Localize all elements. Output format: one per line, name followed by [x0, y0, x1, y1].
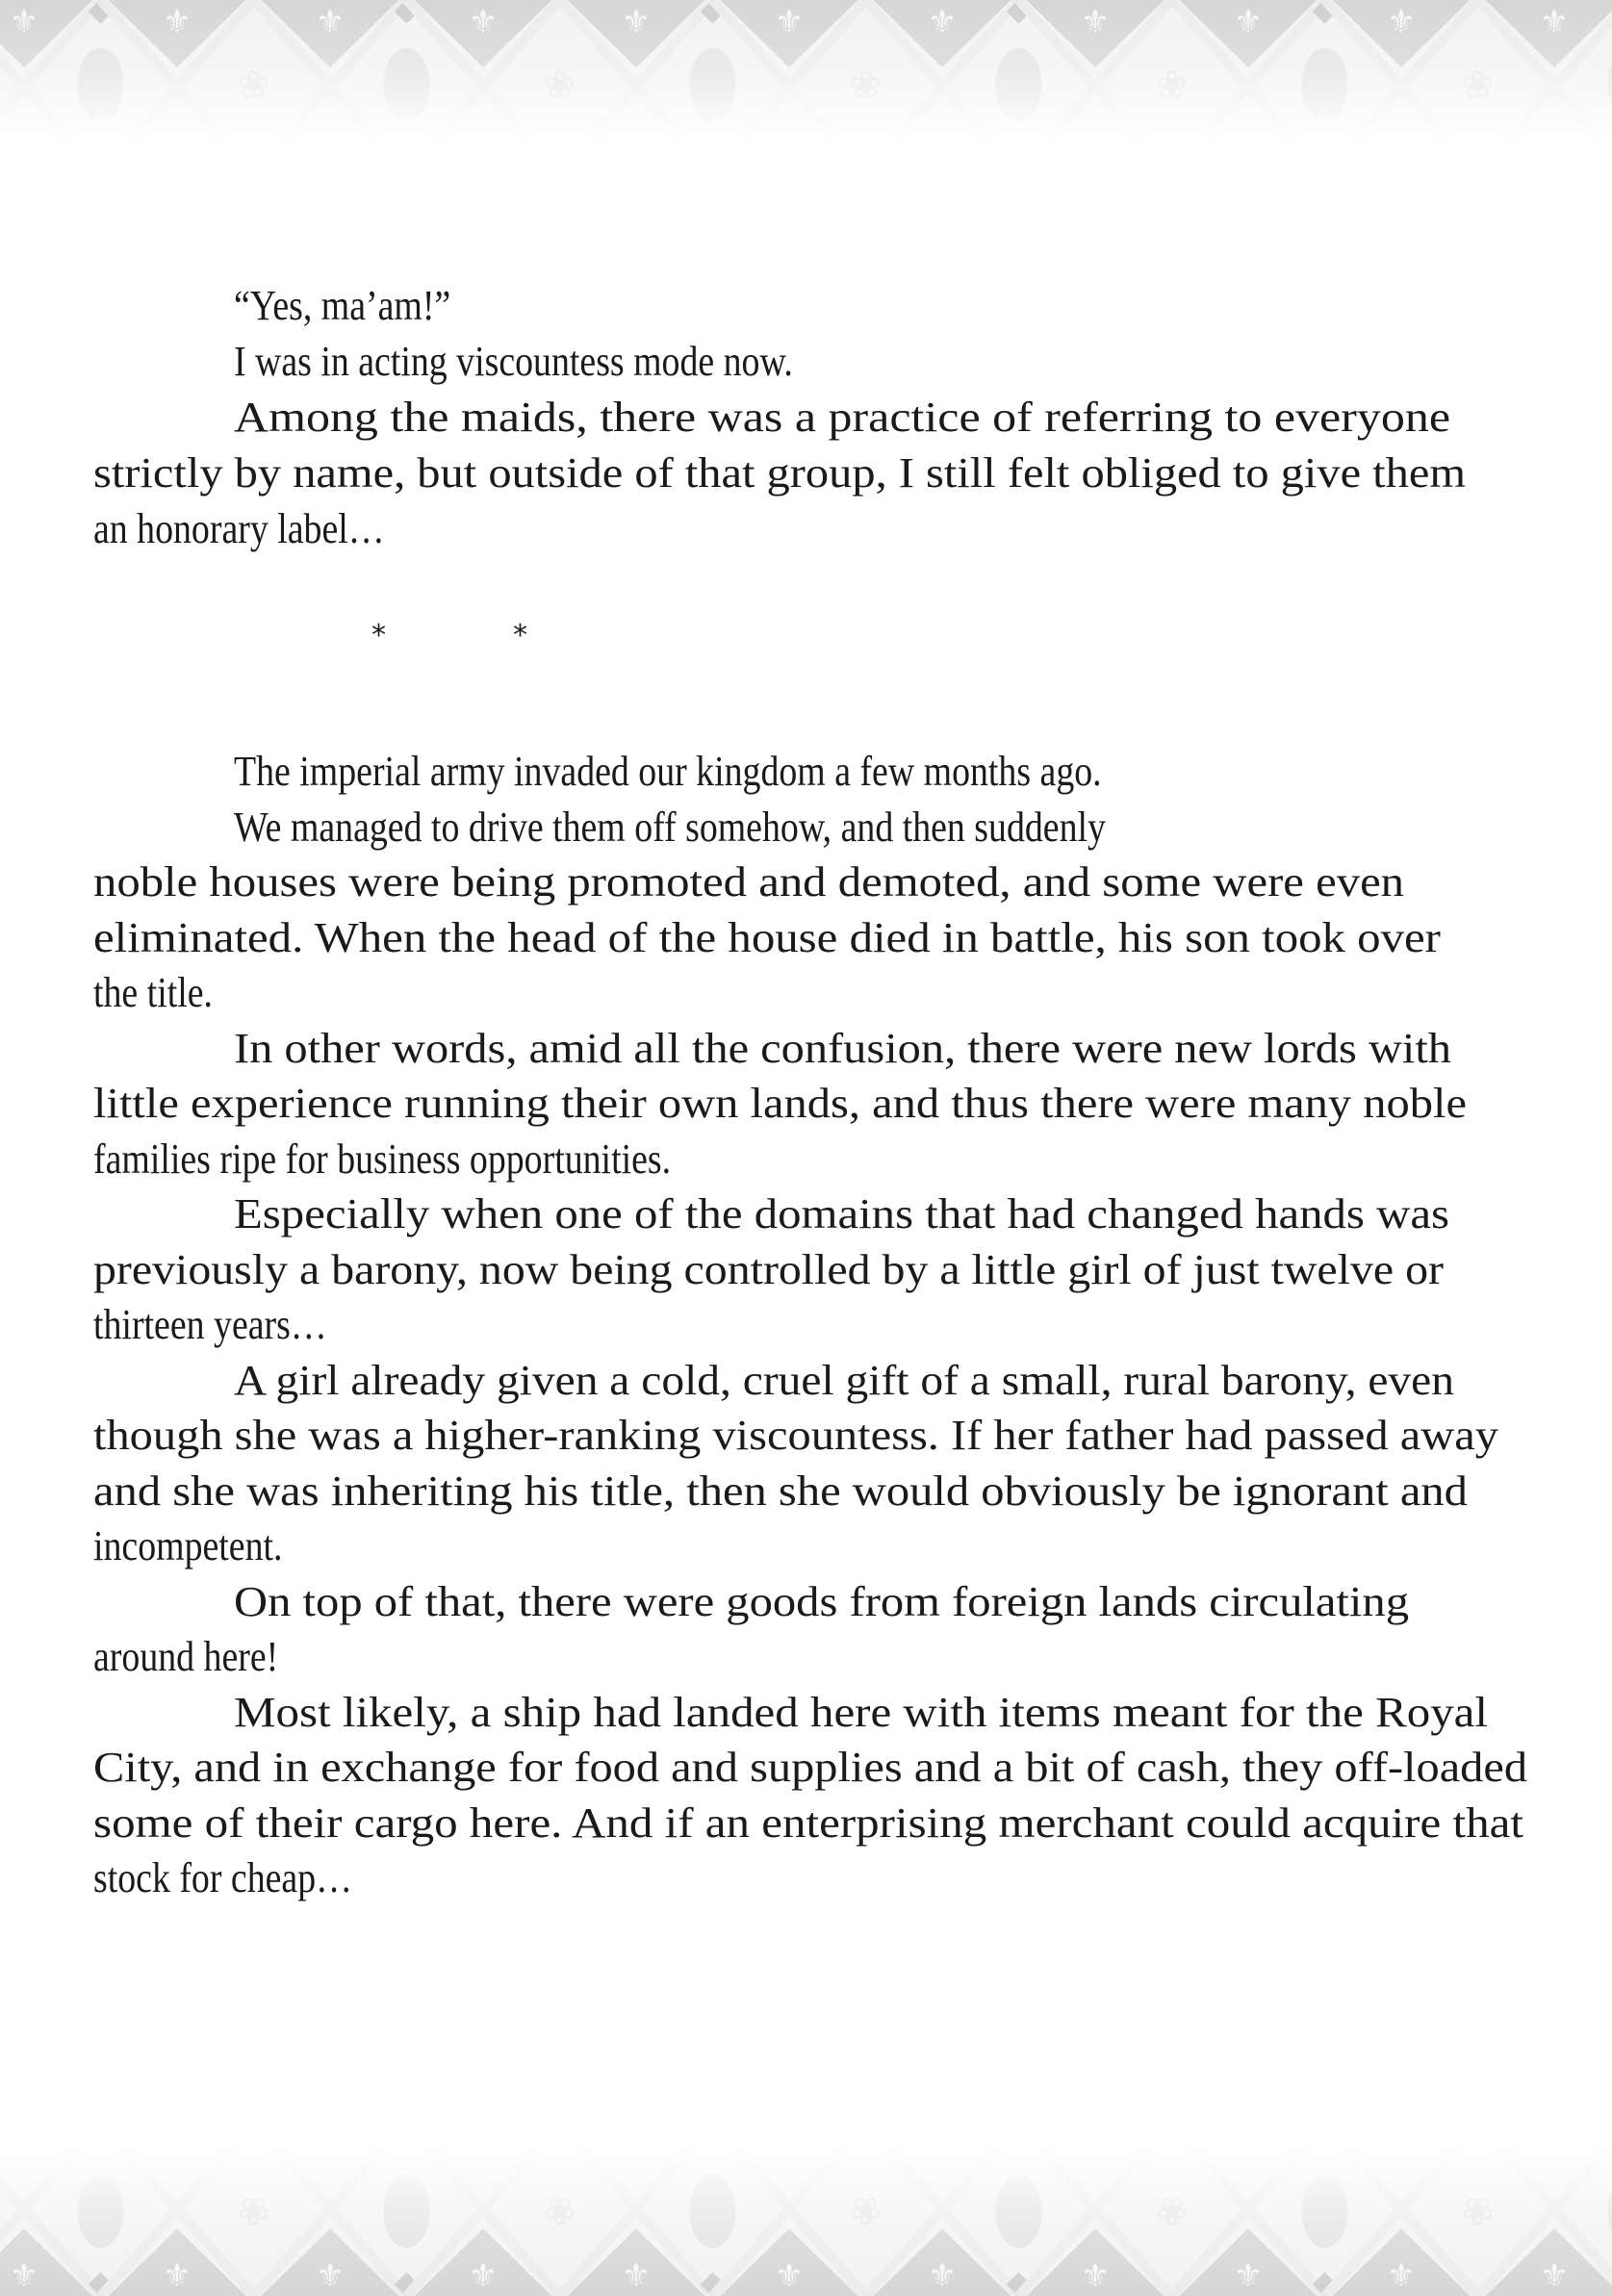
text-line: noble houses were being promoted and demoted, and some were even: [93, 858, 1405, 906]
text-line: thirteen years…: [93, 1301, 327, 1348]
scene-break-asterisk: *: [371, 619, 386, 652]
text-line: little experience running their own lands, and thus there were many noble: [93, 1080, 1468, 1127]
text-line: I was in acting viscountess mode now.: [234, 338, 793, 385]
text-line: The imperial army invaded our kingdom a few months ago.: [234, 748, 1102, 795]
text-line: some of their cargo here. And if an enterprising merchant could acquire that: [93, 1799, 1523, 1847]
text-line: incompetent.: [93, 1522, 283, 1569]
text-line: around here!: [93, 1633, 279, 1680]
text-line: In other words, amid all the confusion, there were new lords with: [234, 1024, 1452, 1072]
text-line: and she was inheriting his title, then she would obviously be ignorant and: [93, 1467, 1468, 1515]
text-line: Among the maids, there was a practice of referring to everyone: [234, 394, 1451, 441]
text-line: A girl already given a cold, cruel gift of a small, rural barony, even: [234, 1356, 1454, 1404]
text-line: eliminated. When the head of the house died in battle, his son took over: [93, 913, 1441, 961]
text-line: Especially when one of the domains that had changed hands was: [234, 1190, 1450, 1237]
text-line: stock for cheap…: [93, 1854, 352, 1901]
text-line: City, and in exchange for food and supplies and a bit of cash, they off-loaded: [93, 1744, 1528, 1791]
text-line: strictly by name, but outside of that group, I still felt obliged to give them: [93, 449, 1467, 497]
text-line: We managed to drive them off somehow, and then suddenly: [234, 803, 1106, 851]
text-line: Most likely, a ship had landed here with items meant for the Royal: [234, 1688, 1488, 1736]
scene-break-asterisk: *: [513, 619, 527, 652]
text-line: previously a barony, now being controlled by a little girl of just twelve or: [93, 1245, 1444, 1293]
text-line: an honorary label…: [93, 505, 385, 552]
text-line: the title.: [93, 969, 214, 1016]
text-line: though she was a higher-ranking viscountess. If her father had passed away: [93, 1412, 1498, 1459]
text-line: On top of that, there were goods from foreign lands circulating: [234, 1577, 1410, 1625]
text-line: “Yes, ma’am!”: [234, 282, 451, 329]
text-line: families ripe for business opportunities.: [93, 1135, 672, 1183]
